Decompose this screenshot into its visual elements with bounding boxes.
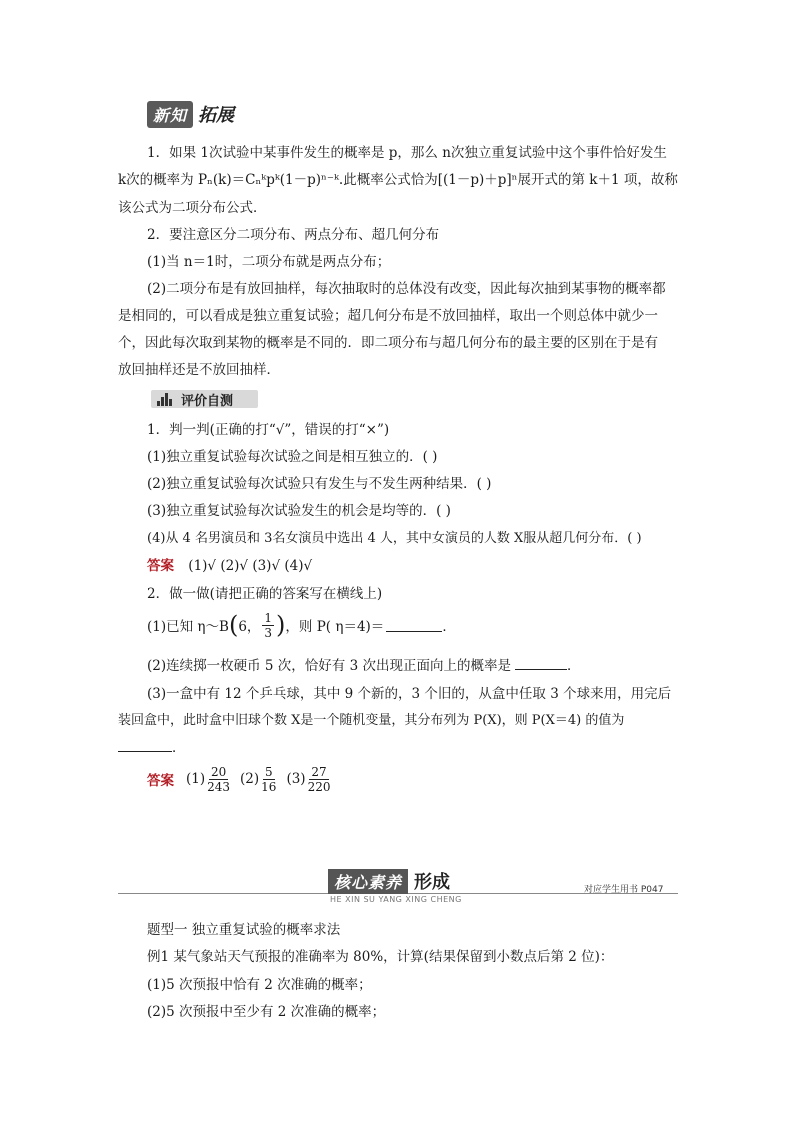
answer-2-label: (2) <box>240 771 260 787</box>
question-2-answer <box>147 761 332 797</box>
answer-blank[interactable] <box>386 618 442 632</box>
numerator: 1 <box>264 610 273 625</box>
question-1-item-1: (1)独立重复试验每次试验之间是相互独立的．( ) <box>147 449 438 465</box>
answer-blank[interactable] <box>118 738 172 752</box>
denominator: 3 <box>264 625 273 640</box>
question-2-item-3-line-1: (3)一盒中有 12 个乒乓球，其中 9 个新的，3 个旧的，从盒中任取 3 个球来用，用完后 <box>147 686 672 702</box>
example-1-sub-2: (2)5 次预报中至少有 2 次准确的概率； <box>147 1004 386 1020</box>
question-1-item-4: (4)从 4 名男演员和 3名女演员中选出 4 人，其中女演员的人数 X服从超几何分布．( ) <box>147 531 642 546</box>
answer-2-fraction <box>261 765 276 794</box>
example-1-text: 例1 某气象站天气预报的准确率为 80%，计算(结果保留到小数点后第 2 位)： <box>147 949 614 965</box>
answer-3-label: (3) <box>286 771 306 787</box>
paragraph-1-line-1: 1．如果 1次试验中某事件发生的概率是 p，那么 n次独立重复试验中这个事件恰好发生 <box>147 145 667 161</box>
core-literacy-header <box>118 867 678 904</box>
paragraph-2-line-1: 2．要注意区分二项分布、两点分布、超几何分布 <box>147 227 440 243</box>
question-2-item-2 <box>147 654 580 674</box>
question-1-heading: 1．判一判(正确的打“√”，错误的打“×”) <box>147 422 390 438</box>
answer-label: 答案 <box>147 558 174 574</box>
type-1-title: 题型一 独立重复试验的概率求法 <box>147 922 341 938</box>
numerator: 5 <box>264 764 273 779</box>
denominator: 220 <box>307 779 331 794</box>
question-1-item-3: (3)独立重复试验每次试验发生的机会是均等的．( ) <box>147 503 451 519</box>
example-1-sub-1: (1)5 次预报中恰有 2 次准确的概率； <box>147 977 372 993</box>
period: ． <box>172 740 186 756</box>
period: ． <box>566 658 581 674</box>
answer-1-fraction <box>207 765 230 794</box>
section-heading-self-test <box>151 390 258 408</box>
answer-blank[interactable] <box>515 656 567 670</box>
period: ． <box>442 619 456 635</box>
paragraph-2-line-2: (1)当 n＝1时，二项分布就是两点分布； <box>147 254 391 270</box>
answer-1-label: (1) <box>186 771 206 787</box>
paragraph-1-line-2: k次的概率为 Pₙ(k)＝Cₙᵏpᵏ(1－p)ⁿ⁻ᵏ.此概率公式恰为[(1－p)＋p]ⁿ展开式的第 k＋1 项，故称 <box>118 172 678 188</box>
section-heading-new-knowledge <box>147 101 234 127</box>
numerator: 27 <box>311 764 327 779</box>
answer-3-fraction <box>308 765 331 794</box>
paragraph-1-line-3: 该公式为二项分布公式． <box>118 200 267 216</box>
page-reference: 对应学生用书 P047 <box>584 885 664 895</box>
section-badge: 新知 <box>147 101 193 128</box>
right-paren: ) <box>276 611 286 639</box>
question-1-answer <box>147 554 312 574</box>
section-title: 评价自测 <box>181 393 234 409</box>
paragraph-2-line-3: (2)二项分布是有放回抽样，每次抽取时的总体没有改变，因此每次抽到某事物的概率都 <box>147 281 666 297</box>
paragraph-2-line-5: 个，因此每次取到某物的概率是不同的．即二项分布与超几何分布的最主要的区别在于是有 <box>118 335 658 351</box>
question-2-item-3-blank <box>118 736 186 756</box>
core-badge: 核心素养 <box>328 869 408 894</box>
item-text: (1)已知 η～B <box>147 619 229 635</box>
bar-chart-icon <box>157 393 173 406</box>
fraction-one-third <box>262 611 274 640</box>
paragraph-2-line-4: 是相同的，可以看成是独立重复试验；超几何分布是不放回抽样，取出一个则总体中就少一 <box>118 308 658 324</box>
answer-text: (1)√ (2)√ (3)√ (4)√ <box>188 558 313 574</box>
denominator: 243 <box>207 779 231 794</box>
section-title: 拓展 <box>198 105 235 126</box>
core-pinyin: HE XIN SU YANG XING CHENG <box>330 895 462 904</box>
question-2-item-1 <box>147 607 456 643</box>
question-2-item-3-line-2: 装回盒中，此时盒中旧球个数 X是一个随机变量，其分布列为 P(X)，则 P(X＝4) 的值为 <box>118 713 625 728</box>
left-paren: ( <box>228 611 239 639</box>
answer-label: 答案 <box>147 773 174 789</box>
core-title: 形成 <box>414 872 450 893</box>
item-args: 6， <box>238 619 261 635</box>
item-text: (2)连续掷一枚硬币 5 次，恰好有 3 次出现正面向上的概率是 <box>147 658 511 674</box>
paragraph-2-line-6: 放回抽样还是不放回抽样． <box>118 362 280 378</box>
denominator: 16 <box>261 779 277 794</box>
numerator: 20 <box>210 764 227 779</box>
item-text-post: ，则 P( η＝4)＝ <box>285 619 385 635</box>
question-1-item-2: (2)独立重复试验每次试验只有发生与不发生两种结果．( ) <box>147 476 492 492</box>
question-2-heading: 2．做一做(请把正确的答案写在横线上) <box>147 586 383 602</box>
